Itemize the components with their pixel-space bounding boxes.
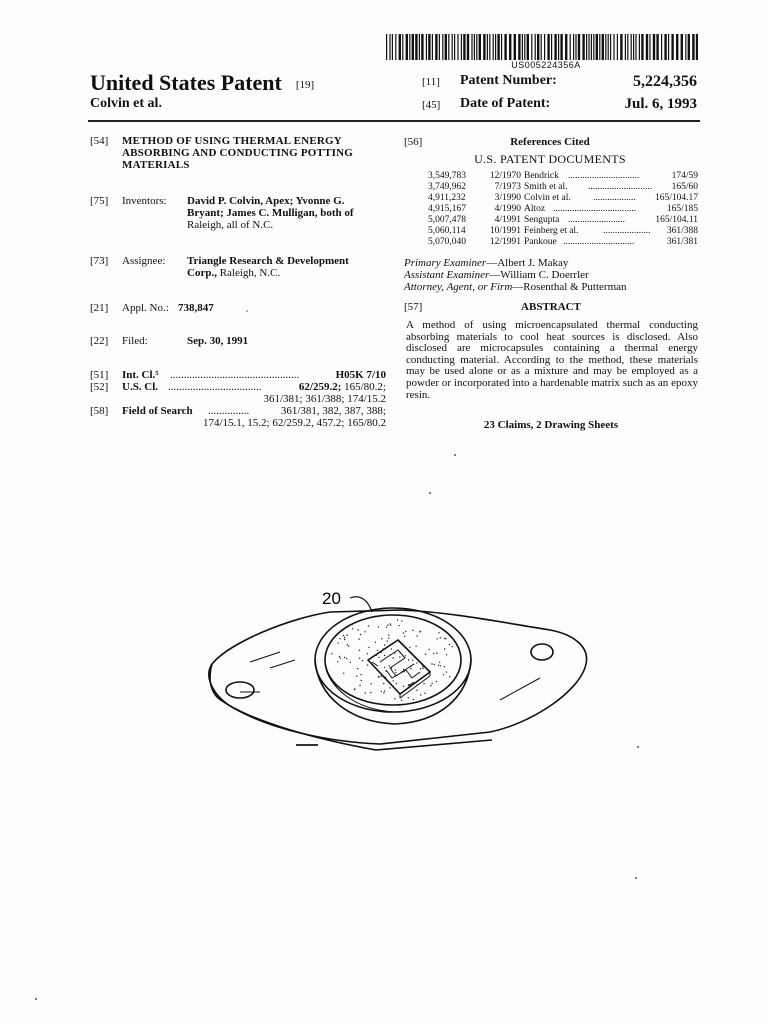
primary-examiner: Primary Examiner—Albert J. Makay xyxy=(404,257,569,269)
reference-dots: ........................ xyxy=(568,215,625,225)
reference-dots: .............................. xyxy=(563,237,635,247)
references-title: References Cited xyxy=(510,136,590,148)
field-search-dots: ............... xyxy=(208,405,250,417)
reference-date: 4/1990 xyxy=(494,204,521,214)
reference-date: 3/1990 xyxy=(494,193,521,203)
reference-name: Smith et al. xyxy=(524,182,568,192)
appl-number: 738,847 xyxy=(178,302,214,314)
reference-class: 361/381 xyxy=(666,237,698,247)
us-patent-documents-heading: U.S. PATENT DOCUMENTS xyxy=(474,152,626,166)
reference-date: 7/1973 xyxy=(494,182,521,192)
reference-dots: ........................... xyxy=(588,182,653,192)
inventors-short: Colvin et al. xyxy=(90,96,162,111)
filed-label: Filed: xyxy=(122,335,148,347)
claims-count: 23 Claims, 2 Drawing Sheets xyxy=(483,419,619,431)
reference-class: 165/185 xyxy=(666,204,698,214)
reference-class: 174/59 xyxy=(671,171,698,181)
abstract-text: A method of using microencapsulated thermal conducting absorbing materials to cool heat sources is disclosed. Also disclosed are microcapsules containing a thermal energy conducting material. According to the method, these materials may be used alone or as a mixture and may be employed as a powder or incorporated into a hardenable matrix such as an epoxy resin. xyxy=(406,319,698,401)
patent-number: 5,224,356 xyxy=(633,73,697,90)
reference-dots: .................. xyxy=(593,193,636,203)
reference-name: Colvin et al. xyxy=(524,193,571,203)
reference-class: 361/388 xyxy=(666,226,698,236)
reference-date: 10/1991 xyxy=(489,226,521,236)
reference-number: 5,060,114 xyxy=(428,226,466,236)
date-code: [45] xyxy=(422,99,441,111)
title-line-1: METHOD OF USING THERMAL ENERGY xyxy=(122,135,342,147)
inventors-label: Inventors: xyxy=(122,195,167,207)
assignee-code: [73] xyxy=(90,255,109,267)
attorney: Attorney, Agent, or Firm—Rosenthal & Putterman xyxy=(404,281,627,293)
reference-number: 4,915,167 xyxy=(428,204,466,214)
reference-name: Altoz xyxy=(524,204,546,214)
reference-label-20: 20 xyxy=(322,589,341,608)
title-code: [54] xyxy=(90,135,109,147)
reference-dots: ................................... xyxy=(553,204,637,214)
filed-code: [22] xyxy=(90,335,109,347)
int-cl-value: H05K 7/10 xyxy=(335,369,386,381)
us-cl-line-2: 361/381; 361/388; 174/15.2 xyxy=(263,393,386,405)
reference-name: Feinberg et al. xyxy=(524,226,579,236)
reference-date: 4/1991 xyxy=(494,215,521,225)
int-cl-label: Int. Cl.⁵ xyxy=(122,369,159,381)
reference-number: 3,749,962 xyxy=(428,182,466,192)
patent-number-code: [11] xyxy=(422,76,440,88)
appl-code: [21] xyxy=(90,302,109,314)
int-cl-dots: ............................................... xyxy=(170,369,300,381)
assignee-label: Assignee: xyxy=(122,255,166,267)
reference-date: 12/1991 xyxy=(489,237,521,247)
int-cl-code: [51] xyxy=(90,369,109,381)
field-search-code: [58] xyxy=(90,405,109,417)
abstract-title: ABSTRACT xyxy=(521,301,581,313)
abstract-code: [57] xyxy=(404,301,423,313)
title-line-3: MATERIALS xyxy=(122,159,190,171)
reference-number: 5,007,478 xyxy=(428,215,466,225)
patent-date: Jul. 6, 1993 xyxy=(624,96,697,112)
assignee-line-2: Corp., Raleigh, N.C. xyxy=(187,267,281,279)
reference-class: 165/104.17 xyxy=(654,193,698,203)
reference-name: Sengupta xyxy=(524,215,560,225)
us-cl-dots: .................................. xyxy=(168,381,262,393)
appl-label: Appl. No.: xyxy=(122,302,169,314)
reference-dots: .............................. xyxy=(568,171,640,181)
inventors-line-3: Raleigh, all of N.C. xyxy=(187,219,274,231)
us-cl-code: [52] xyxy=(90,381,109,393)
reference-name: Bendrick xyxy=(524,171,559,181)
inventors-line-1: David P. Colvin, Apex; Yvonne G. xyxy=(187,195,345,207)
reference-class: 165/60 xyxy=(671,182,698,192)
assistant-examiner: Assistant Examiner—William C. Doerrler xyxy=(404,269,589,281)
barcode-number: US005224356A xyxy=(511,60,581,70)
inventors-code: [75] xyxy=(90,195,109,207)
reference-date: 12/1970 xyxy=(489,171,521,181)
filed-date: Sep. 30, 1991 xyxy=(187,335,249,347)
assignee-line-1: Triangle Research & Development xyxy=(187,255,349,267)
patent-number-label: Patent Number: xyxy=(460,73,557,88)
references-code: [56] xyxy=(404,136,423,148)
reference-number: 3,549,783 xyxy=(428,171,466,181)
field-search-line-1: 361/381, 382, 387, 388; xyxy=(280,405,386,417)
office-code: [19] xyxy=(295,78,315,91)
office-name: United States Patent xyxy=(90,70,282,95)
reference-number: 4,911,232 xyxy=(428,193,466,203)
field-search-label: Field of Search xyxy=(122,405,193,417)
date-label: Date of Patent: xyxy=(460,96,551,111)
reference-dots: .................... xyxy=(603,226,651,236)
title-line-2: ABSORBING AND CONDUCTING POTTING xyxy=(122,147,354,159)
us-cl-value: 62/259.2; 165/80.2; xyxy=(298,381,386,393)
reference-class: 165/104.11 xyxy=(655,215,698,225)
reference-number: 5,070,040 xyxy=(428,237,466,247)
field-search-line-2: 174/15.1, 15.2; 62/259.2, 457.2; 165/80.2 xyxy=(202,417,386,429)
us-cl-label: U.S. Cl. xyxy=(122,381,159,393)
reference-name: Pankoue xyxy=(524,237,557,247)
inventors-line-2: Bryant; James C. Mulligan, both of xyxy=(187,207,354,219)
